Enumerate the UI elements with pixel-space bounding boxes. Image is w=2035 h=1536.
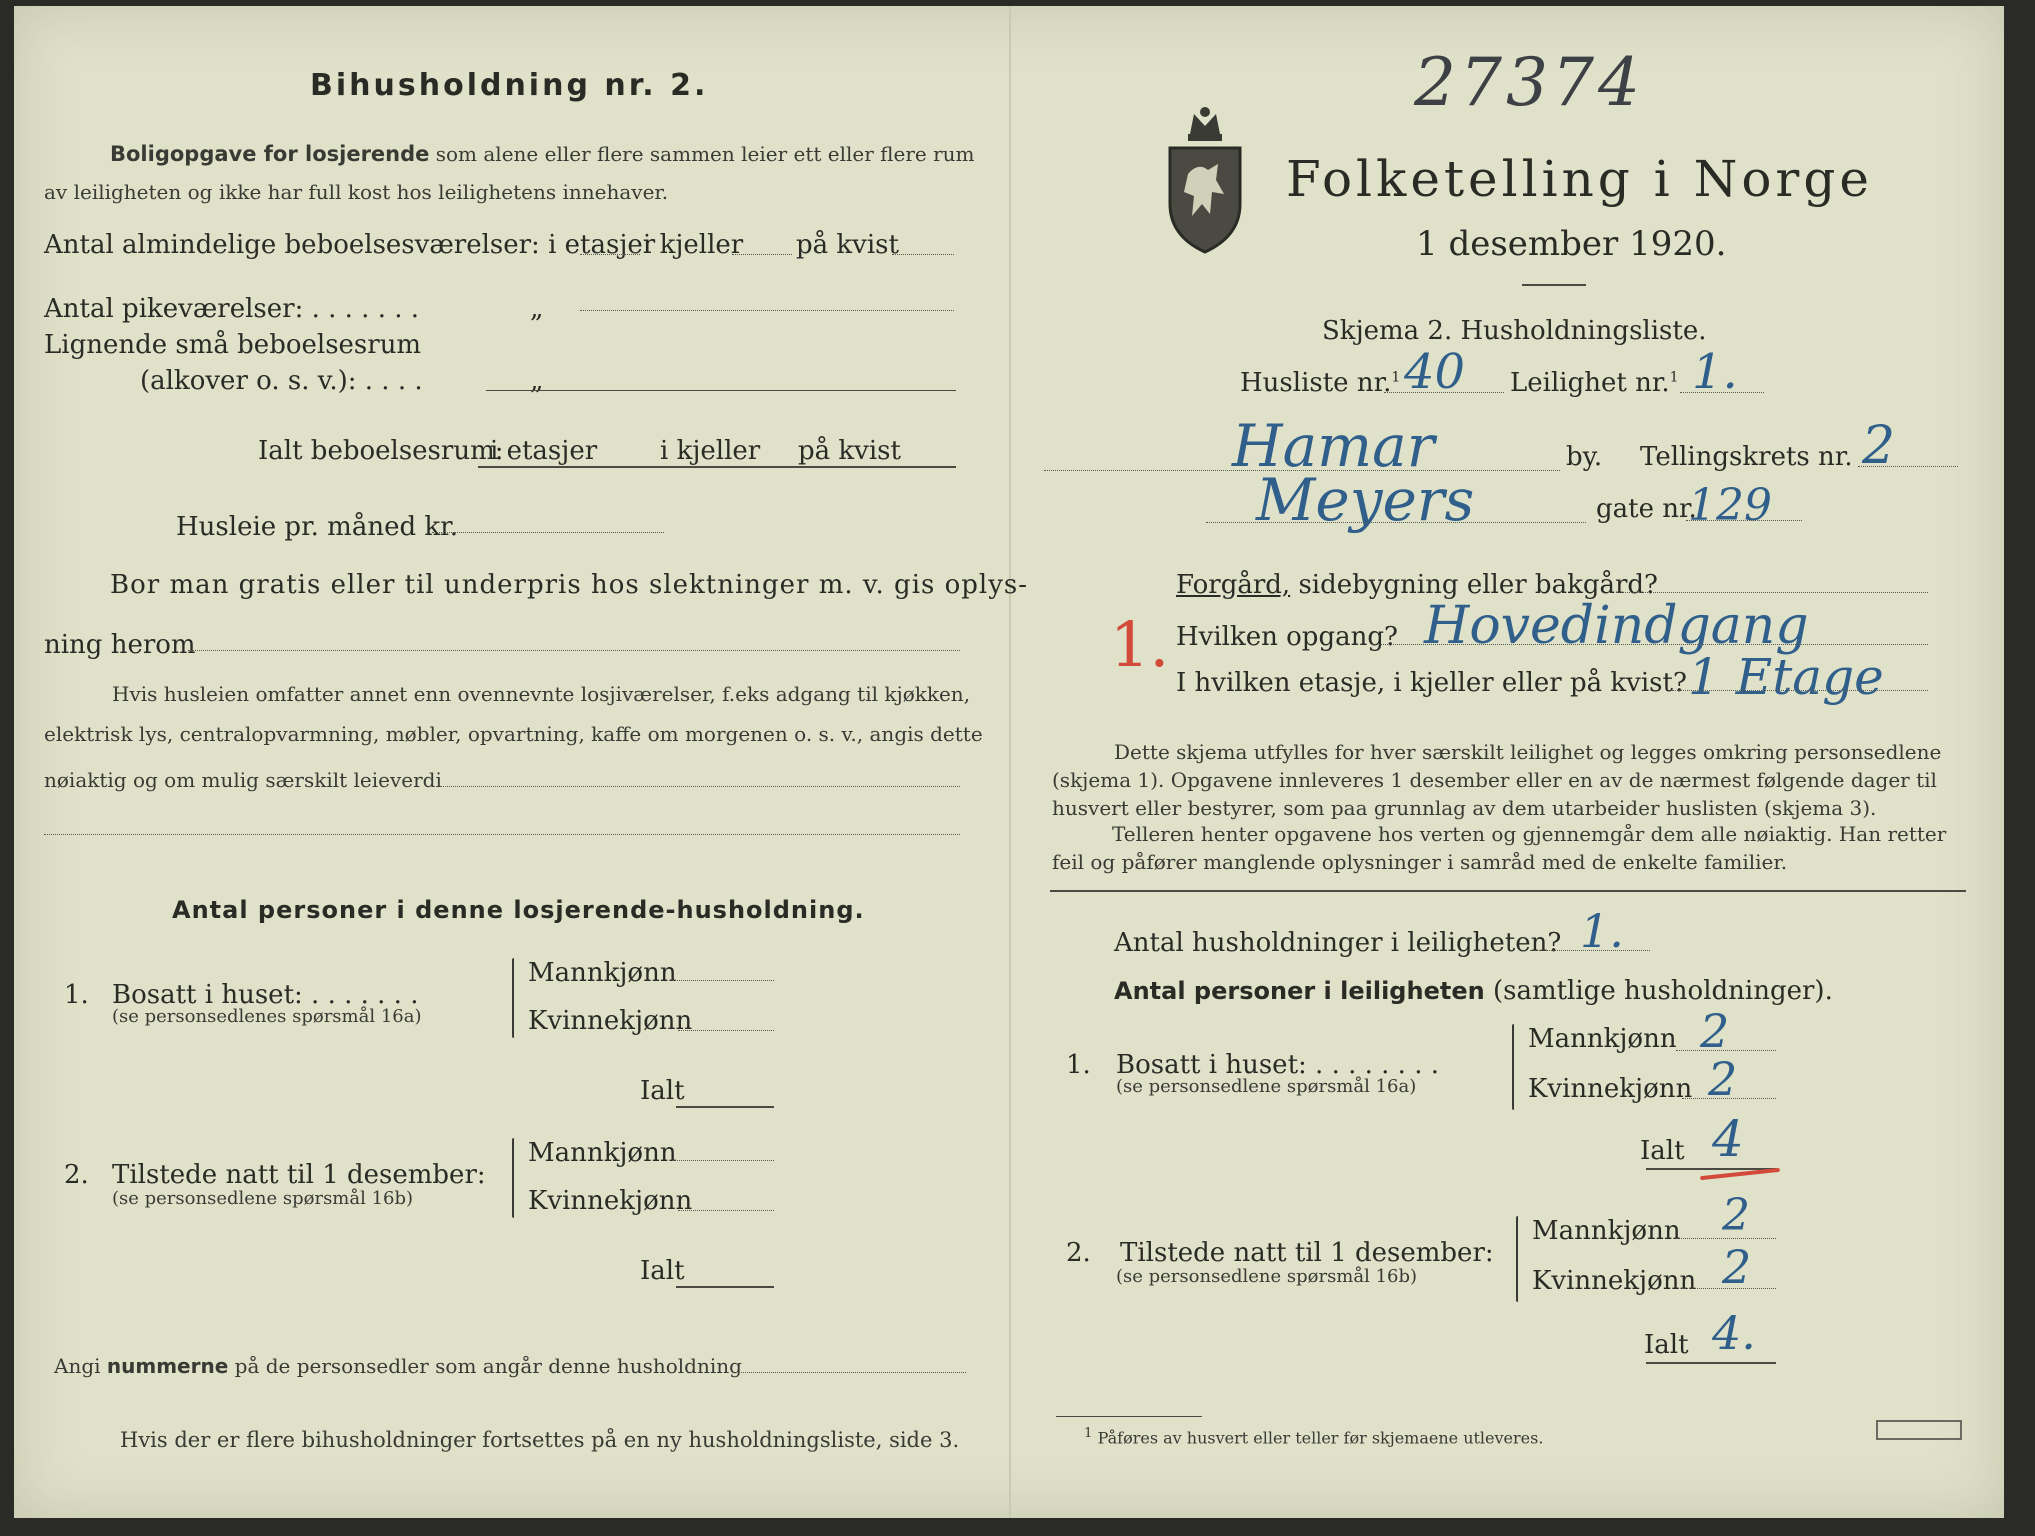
- etasje-label: I hvilken etasje, i kjeller eller på kvist?: [1176, 668, 1687, 698]
- r-q2-ialt: Ialt: [1644, 1330, 1689, 1360]
- r-q1-brace: [1512, 1024, 1514, 1110]
- fill-angi: [738, 1372, 966, 1373]
- angi-rest: på de personsedler som angår denne husholdning: [234, 1354, 742, 1378]
- r-q2-brace: [1516, 1216, 1518, 1302]
- row-antal-label: Antal almindelige beboelsesværelser: i etasjer: [44, 230, 656, 260]
- etasje-fill: [1672, 690, 1928, 691]
- intro-bold: Boligopgave for losjerende: [110, 142, 430, 166]
- l-q2-note: (se personsedlene spørsmål 16b): [112, 1188, 414, 1209]
- ialt-kvist: på kvist: [798, 436, 901, 466]
- r-q1-ialt: Ialt: [1640, 1136, 1685, 1166]
- l-q1-note: (se personsedlenes spørsmål 16a): [112, 1006, 422, 1027]
- norway-coat-of-arms-icon: [1162, 104, 1248, 254]
- info-line-5: feil og påfører manglende oplysninger i samråd med de enkelte familier.: [1052, 850, 1788, 874]
- ialt-label: Ialt beboelsesrum:: [258, 436, 504, 466]
- l-q2-mann-fill: [672, 1160, 774, 1161]
- page-fold: [1009, 6, 1011, 1518]
- fill-bor: [188, 650, 960, 651]
- r-q1-note: (se personsedlene spørsmål 16a): [1116, 1076, 1417, 1097]
- r-q1-mann-value: 2: [1700, 1004, 1730, 1058]
- r-q2-ialt-value: 4.: [1712, 1306, 1756, 1360]
- gate-value: Meyers: [1256, 466, 1475, 534]
- fill-pike: [580, 310, 954, 311]
- antal-pers-rest: (samtlige husholdninger).: [1492, 976, 1833, 1006]
- antal-hush-value: 1.: [1580, 904, 1624, 958]
- footnote-rule: [1056, 1416, 1202, 1417]
- r-q1-label: Bosatt i huset: . . . . . . . .: [1116, 1050, 1440, 1080]
- l-q2-num: 2.: [64, 1160, 89, 1190]
- l-q1-ialt: Ialt: [640, 1076, 685, 1106]
- gate-label: gate nr.: [1596, 494, 1697, 524]
- footnote: $^1$ Påføres av husvert eller teller før skjemaene utleveres.: [1084, 1426, 1544, 1448]
- opgang-label: Hvilken opgang?: [1176, 622, 1398, 652]
- krets-label: Tellingskrets nr.: [1640, 442, 1853, 472]
- r-q2-mann: Mannkjønn: [1532, 1216, 1681, 1246]
- line-ialt: [478, 466, 956, 468]
- row-pike-label: Antal pikeværelser: . . . . . . .: [44, 294, 420, 324]
- intro-line-2: av leiligheten og ikke har full kost hos leilighetens innehaver.: [44, 180, 669, 204]
- fill-hvis-2: [44, 834, 960, 835]
- forgard-rest: sidebygning eller bakgård?: [1298, 570, 1658, 600]
- krets-value: 2: [1862, 416, 1896, 476]
- antal-hush-label: Antal husholdninger i leiligheten?: [1114, 928, 1562, 958]
- l-q2-kvinne-fill: [678, 1210, 774, 1211]
- archive-number: 27374: [1414, 44, 1644, 121]
- gate-nr-fill: [1686, 520, 1802, 521]
- by-value: Hamar: [1232, 412, 1435, 480]
- l-q1-mann-fill: [672, 980, 774, 981]
- r-q2-label: Tilstede natt til 1 desember:: [1120, 1238, 1494, 1268]
- info-rule: [1050, 890, 1966, 892]
- gate-fill: [1206, 522, 1586, 523]
- row-lignende-label: Lignende små beboelsesrum: [44, 330, 422, 360]
- hvis-line-2: elektrisk lys, centralopvarmning, møbler, opvartning, kaffe om morgenen o. s. v., angis dette: [44, 722, 983, 746]
- fill-kjeller: [732, 254, 792, 255]
- r-q1-kvinne-value: 2: [1708, 1052, 1738, 1106]
- l-q1-mann: Mannkjønn: [528, 958, 677, 988]
- by-label: by.: [1566, 442, 1603, 472]
- r-q2-note: (se personsedlene spørsmål 16b): [1116, 1266, 1418, 1287]
- r-q1-num: 1.: [1066, 1050, 1091, 1080]
- r-q2-mann-fill: [1676, 1238, 1776, 1239]
- opgang-value: Hovedindgang: [1424, 596, 1809, 656]
- r-q2-mann-value: 2: [1722, 1190, 1750, 1241]
- l-q1-num: 1.: [64, 980, 89, 1010]
- ialt-kjeller: i kjeller: [660, 436, 761, 466]
- r-q2-kvinne-fill: [1682, 1288, 1776, 1289]
- l-q2-ialt: Ialt: [640, 1256, 685, 1286]
- forgard-fill: [1616, 592, 1928, 593]
- bor-line-1: Bor man gratis eller til underpris hos slektninger m. v. gis oplys-: [110, 570, 1029, 600]
- r-q1-mann: Mannkjønn: [1528, 1024, 1677, 1054]
- husliste-fill: [1384, 392, 1504, 393]
- l-q1-ialt-line: [676, 1106, 774, 1108]
- husleie-label: Husleie pr. måned kr.: [176, 512, 458, 542]
- census-date: 1 desember 1920.: [1416, 224, 1727, 264]
- info-line-4: Telleren henter opgavene hos verten og gjennemgår dem alle nøiaktig. Han retter: [1112, 822, 1947, 846]
- info-line-2: (skjema 1). Opgavene innleveres 1 desember eller en av de nærmest følgende dager til: [1052, 768, 1937, 792]
- antal-personer-heading: Antal personer i denne losjerende-husholdning.: [172, 896, 865, 924]
- r-q1-ialt-value: 4: [1712, 1110, 1744, 1168]
- antal-pers-bold: Antal personer i leiligheten: [1114, 977, 1485, 1005]
- ditto-2: „: [530, 366, 544, 396]
- r-q2-num: 2.: [1066, 1238, 1091, 1268]
- line-alkover: [486, 390, 956, 391]
- l-q2-kvinne: Kvinnekjønn: [528, 1186, 693, 1216]
- l-q2-label: Tilstede natt til 1 desember:: [112, 1160, 486, 1190]
- printer-mark: [1876, 1420, 1962, 1440]
- ialt-etasjer: i etasjer: [490, 436, 598, 466]
- l-q1-kvinne-fill: [678, 1030, 774, 1031]
- row-kvist-label: på kvist: [796, 230, 899, 260]
- antal-pers-line: [1114, 976, 1833, 1006]
- left-footer: Hvis der er flere bihusholdninger fortsettes på en ny husholdningsliste, side 3.: [120, 1428, 960, 1452]
- left-title: Bihusholdning nr. 2.: [310, 68, 709, 103]
- l-q2-ialt-line: [676, 1286, 774, 1288]
- gate-nr-value: 129: [1688, 480, 1772, 531]
- r-q2-ialt-line: [1646, 1362, 1776, 1364]
- fill-kvist: [892, 254, 954, 255]
- l-q2-brace: [512, 1138, 514, 1218]
- etasje-value: 1 Etage: [1688, 648, 1884, 706]
- krets-fill: [1858, 466, 1958, 467]
- intro-rest: som alene eller flere sammen leier ett eller flere rum: [435, 142, 975, 166]
- fill-hvis: [440, 786, 960, 787]
- angi-pre: Angi: [54, 1354, 101, 1378]
- husliste-value: 40: [1404, 344, 1466, 400]
- r-q2-kvinne-value: 2: [1722, 1240, 1752, 1294]
- l-q2-mann: Mannkjønn: [528, 1138, 677, 1168]
- row-kjeller-label: i kjeller: [643, 230, 744, 260]
- l-q1-kvinne: Kvinnekjønn: [528, 1006, 693, 1036]
- intro-line-1: [110, 142, 974, 166]
- leilighet-value: 1.: [1692, 344, 1738, 400]
- antal-hush-fill: [1530, 950, 1650, 951]
- l-q1-brace: [512, 958, 514, 1038]
- leilighet-label: Leilighet nr.$^1$: [1510, 368, 1679, 398]
- red-pencil-mark: 1.: [1110, 608, 1170, 681]
- forgard-underlined: Forgård,: [1176, 570, 1291, 600]
- info-line-1: Dette skjema utfylles for hver særskilt leilighet og legges omkring personsedlene: [1114, 740, 1942, 764]
- info-line-3: husvert eller bestyrer, som paa grunnlag av dem utarbeider huslisten (skjema 3).: [1052, 796, 1877, 820]
- r-q1-mann-fill: [1676, 1050, 1776, 1051]
- r-q2-kvinne: Kvinnekjønn: [1532, 1266, 1697, 1296]
- r-q1-kvinne-fill: [1682, 1098, 1776, 1099]
- r-q1-kvinne: Kvinnekjønn: [1528, 1074, 1693, 1104]
- husliste-label: Husliste nr.$^1$: [1240, 368, 1401, 398]
- leilighet-fill: [1680, 392, 1764, 393]
- title-rule: [1522, 284, 1586, 286]
- skjema-label: Skjema 2. Husholdningsliste.: [1322, 316, 1707, 346]
- fill-etasjer: [580, 254, 640, 255]
- fill-husleie: [432, 532, 664, 533]
- bor-line-2: ning herom: [44, 630, 196, 660]
- l-q1-label: Bosatt i huset: . . . . . . .: [112, 980, 419, 1010]
- hvis-line-3: nøiaktig og om mulig særskilt leieverdi: [44, 768, 442, 792]
- angi-line: [54, 1354, 742, 1378]
- ditto-1: „: [530, 294, 544, 324]
- hvis-line-1: Hvis husleien omfatter annet enn ovennevnte losjiværelser, f.eks adgang til kjøkken,: [112, 682, 971, 706]
- angi-bold: nummerne: [106, 1354, 229, 1378]
- opgang-fill: [1372, 644, 1928, 645]
- row-alkover-label: (alkover o. s. v.): . . . .: [140, 366, 423, 396]
- census-title: Folketelling i Norge: [1286, 150, 1873, 208]
